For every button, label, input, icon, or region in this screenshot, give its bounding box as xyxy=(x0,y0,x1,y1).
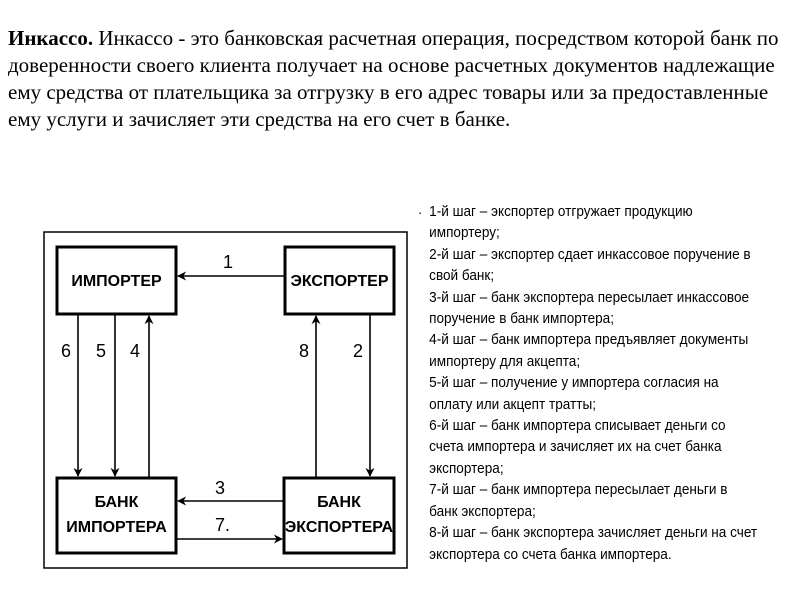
step-item xyxy=(418,202,757,245)
arrow-4-label: 4 xyxy=(130,341,141,361)
step-item xyxy=(418,245,757,288)
arrow-7-label: 7. xyxy=(215,515,231,535)
step-text: 4-й шаг – банк импортера предъявляет документы импортеру для акцепта; xyxy=(429,332,749,370)
steps-list xyxy=(418,202,757,566)
importer-box-label: ИМПОРТЕР xyxy=(71,273,162,290)
arrow-6-label: 6 xyxy=(61,341,72,361)
arrow-8-label: 8 xyxy=(299,341,310,361)
step-text: 1-й шаг – экспортер отгружает продукцию импортеру; xyxy=(429,204,693,242)
exporter-bank-box xyxy=(284,478,394,553)
step-item xyxy=(418,523,757,566)
step-text: 7-й шаг – банк импортера пересылает деньги в банк экспортера; xyxy=(429,482,728,520)
step-text: 6-й шаг – банк импортера списывает деньги со счета импортера и зачисляет их на счет банка экспортера; xyxy=(429,418,726,477)
step-text: 3-й шаг – банк экспортера пересылает инкассовое поручение в банк импортера; xyxy=(429,289,750,328)
exporter-box-label: ЭКСПОРТЕР xyxy=(290,273,389,290)
arrow-3-label: 3 xyxy=(215,478,226,498)
bullet-icon: · xyxy=(418,204,423,220)
step-text: 2-й шаг – экспортер сдает инкассовое поручение в свой банк; xyxy=(429,246,751,285)
importer-box xyxy=(57,247,176,314)
step-item xyxy=(418,373,757,416)
intro-text: Инкассо - это банковская расчетная операция, посредством которой банк по доверенности своего клиента получает на основе расчетных документов надлежащие ему средства от плательщика за отгрузку в его адрес товары или за предоставленные ему услуги и зачисляет эти средства на его счет в банке. xyxy=(8,26,779,131)
arrow-2-label: 2 xyxy=(353,341,364,361)
exporter-box xyxy=(285,247,394,314)
exporter-bank-label-line1: БАНК xyxy=(317,494,361,511)
arrow-1-label: 1 xyxy=(223,252,234,272)
arrow-5-label: 5 xyxy=(96,341,107,361)
step-text: 5-й шаг – получение у импортера согласия на оплату или акцепт тратты; xyxy=(429,375,719,413)
step-item xyxy=(418,480,757,523)
step-item xyxy=(418,416,757,480)
step-text: 8-й шаг – банк экспортера зачисляет деньги на счет экспортера со счета банка импортера. xyxy=(429,525,758,563)
step-item xyxy=(418,288,757,331)
exporter-bank-label-line2: ЭКСПОРТЕРА xyxy=(284,519,394,536)
intro-term: Инкассо. xyxy=(8,26,94,50)
importer-bank-label-line2: ИМПОРТЕРА xyxy=(66,519,167,536)
importer-bank-label-line1: БАНК xyxy=(94,494,139,511)
importer-bank-box xyxy=(57,478,176,553)
step-item xyxy=(418,330,757,373)
